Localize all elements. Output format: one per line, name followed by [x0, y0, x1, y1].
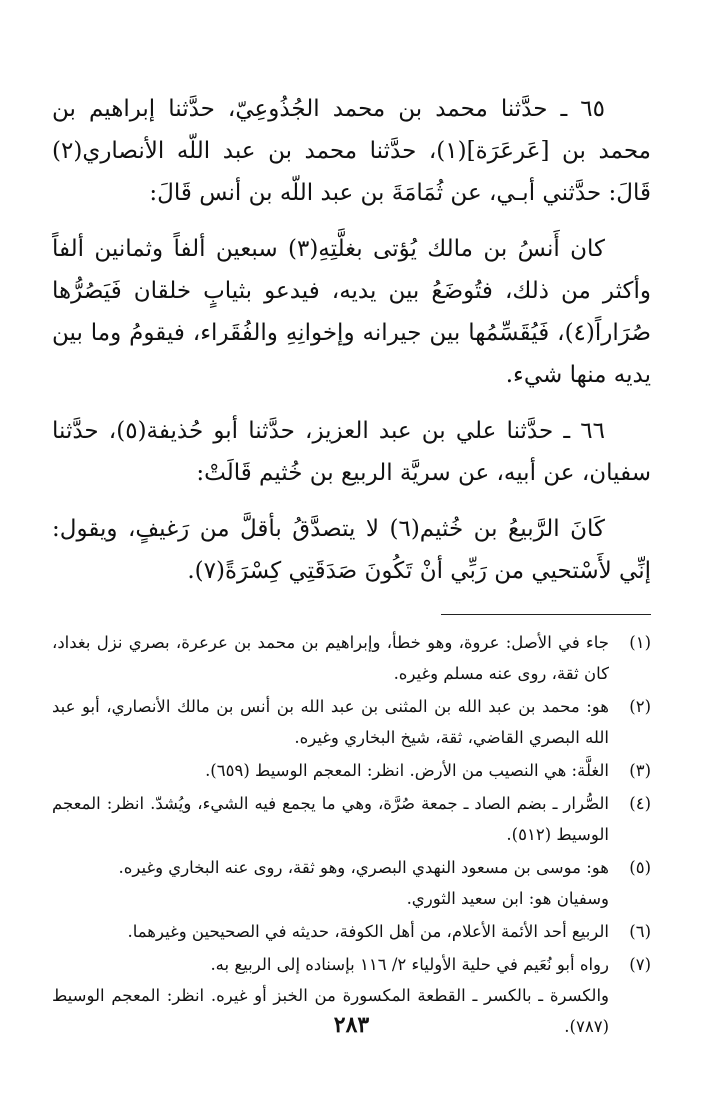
hadith-66-matn: كَانَ الرَّبيعُ بن خُثيم(٦) لا يتصدَّقُ بأقلَّ من رَغيفٍ، ويقول: إنِّي لأَسْتحيي من رَبِّي أنْ تَكُونَ صَدَقَتِي كِسْرَةً(٧). — [52, 516, 651, 584]
footnote-number: (٢) — [629, 697, 651, 716]
footnote-6 — [52, 916, 651, 947]
footnote-number: (٧) — [629, 955, 651, 974]
hadith-66-isnad: ٦٦ ـ حدَّثنا علي بن عبد العزيز، حدَّثنا أبو حُذيفة(٥)، حدَّثنا سفيان، عن أبيه، عن سريَّة الربيع بن خُثيم قَالَتْ: — [52, 418, 651, 486]
footnote-line: هو: محمد بن عبد الله بن المثنى بن عبد الله بن أنس بن مالك الأنصاري، أبو عبد الله البصري القاضي، ثقة، شيخ البخاري وغيره. — [52, 697, 609, 747]
footnote-text — [52, 755, 609, 786]
hadith-65-matn: كان أَنسُ بن مالك يُؤتى بغلَّتِهِ(٣) سبعين ألفاً وثمانين ألفاً وأكثر من ذلك، فتُوضَعُ بين يديه، فيدعو بثيابٍ خلقان فَيَصُرُّها صُرَاراً(٤)، فَيُقَسِّمُها بين جيرانه وإخوانِهِ والفُقَراء، فيقومُ وما بين يديه منها شيء. — [52, 236, 651, 388]
footnote-number: (١) — [629, 633, 651, 652]
footnote-number: (٥) — [629, 858, 651, 877]
footnote-text — [52, 916, 609, 947]
footnote-line: هو: موسى بن مسعود النهدي البصري، وهو ثقة، روى عنه البخاري وغيره. — [118, 858, 609, 877]
footnote-line: الربيع أحد الأئمة الأعلام، من أهل الكوفة، حديثه في الصحيحين وغيرهما. — [127, 922, 609, 941]
footnote-line: الغلَّة: هي النصيب من الأرض. انظر: المعجم الوسيط (٦٥٩). — [205, 761, 609, 780]
footnote-text — [52, 627, 609, 689]
footnote-number: (٤) — [629, 794, 651, 813]
footnote-text — [52, 852, 609, 914]
main-text — [52, 88, 651, 592]
footnote-line: وسفيان هو: ابن سعيد الثوري. — [406, 889, 609, 908]
footnote-line: والكسرة ـ بالكسر ـ القطعة المكسورة من الخبز أو غيره. انظر: المعجم الوسيط (٧٨٧). — [52, 986, 609, 1036]
footnote-5 — [52, 852, 651, 914]
footnote-divider — [441, 614, 651, 615]
footnote-number: (٦) — [629, 922, 651, 941]
footnote-text — [52, 788, 609, 850]
hadith-65-isnad: ٦٥ ـ حدَّثنا محمد بن محمد الجُذُوعِيّ، حدَّثنا إبراهيم بن محمد بن [عَرعَرَة](١)، حدَّثنا محمد بن عبد اللّه الأنصاري(٢) قَالَ: حدَّثني أبـي، عن ثُمَامَةَ بن عبد اللّه بن أنس قَالَ: — [52, 96, 652, 206]
footnote-1 — [52, 627, 651, 689]
footnote-2 — [52, 691, 651, 753]
footnote-number: (٣) — [629, 761, 651, 780]
footnote-line: الصُّرار ـ بضم الصاد ـ جمعة صُرَّة، وهي ما يجمع فيه الشيء، ويُشدّ. انظر: المعجم الوسيط (٥١٢). — [52, 794, 609, 844]
footnotes — [52, 627, 651, 1042]
footnote-line: رواه أبو نُعَيم في حلية الأولياء ٢/ ١١٦ بإسناده إلى الربيع به. — [210, 955, 609, 974]
footnote-3 — [52, 755, 651, 786]
footnote-4 — [52, 788, 651, 850]
page-number: ٢٨٣ — [333, 1012, 370, 1038]
footnote-text — [52, 691, 609, 753]
footnote-line: جاء في الأصل: عروة، وهو خطأ، وإبراهيم بن محمد بن عرعرة، بصري نزل بغداد، كان ثقة، روى عنه مسلم وغيره. — [52, 633, 609, 683]
